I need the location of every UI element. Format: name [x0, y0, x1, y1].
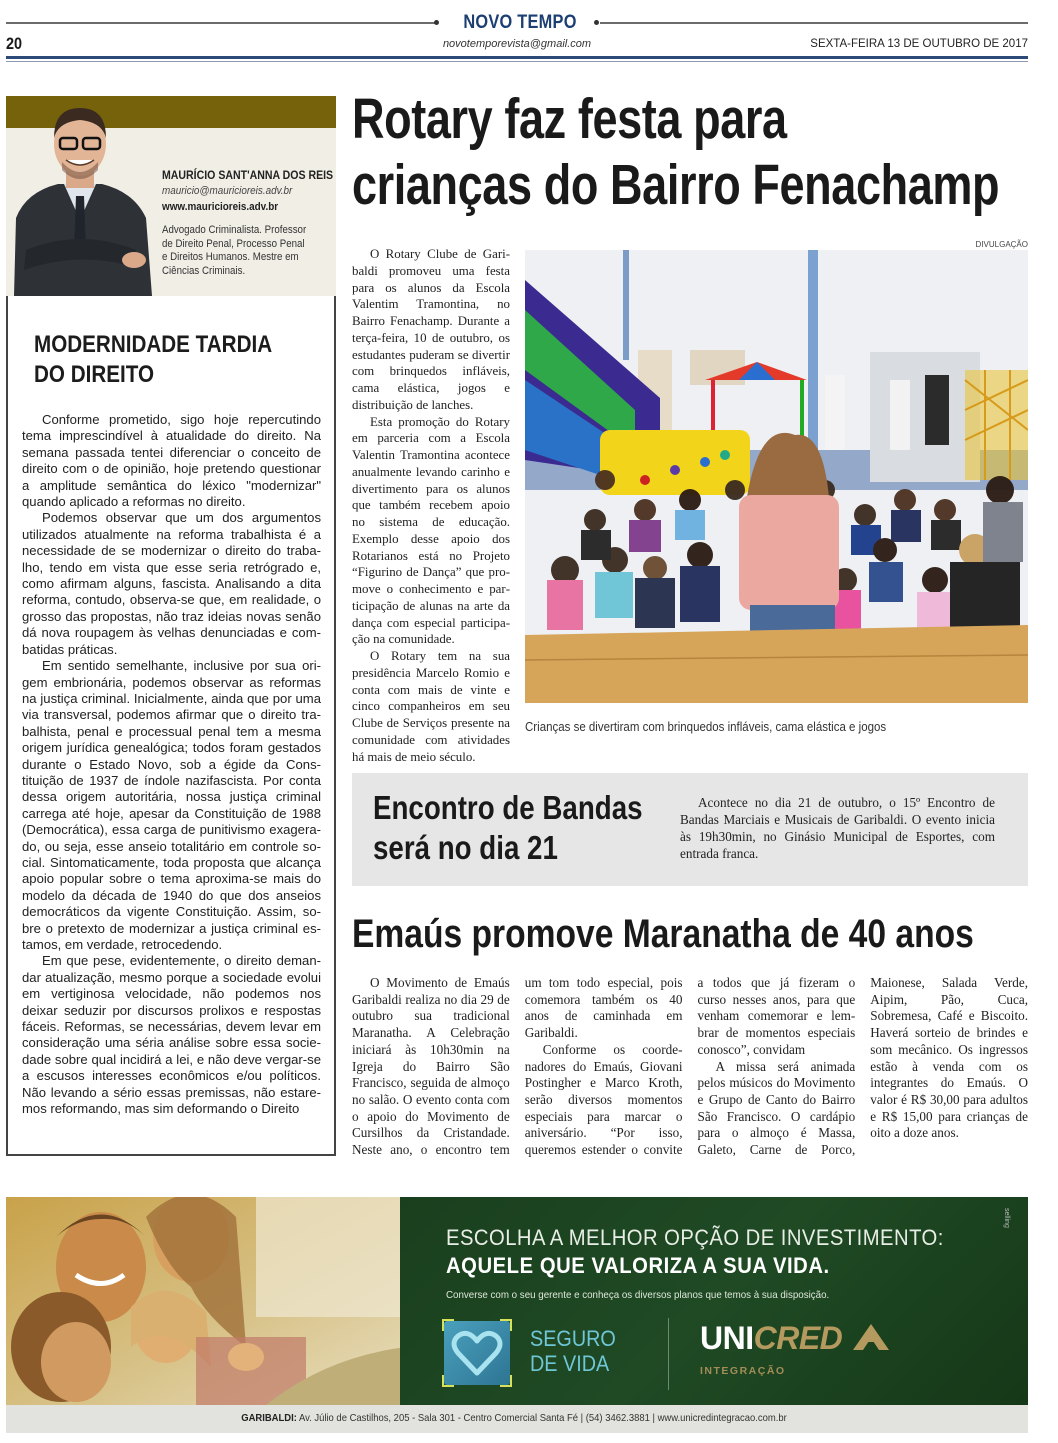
ad-divider	[668, 1318, 669, 1390]
masthead: NOVO TEMPO	[463, 12, 577, 33]
rotary-paragraph: Esta promoção do Rotary em parceria com a Escola Valentin Tramontina acontece anualmente levando carinho e divertimento para os alunos que também recebem apoio no sistema de educação. Exemplo desse apoio dos Rotarianos está no Projeto “Figurino de Dança” que promove o conhecimento e participação de alunas na arte da dança com especial participação na comunidade.	[352, 414, 510, 647]
product-name-line2: DE VIDA	[530, 1351, 610, 1376]
author-website[interactable]: www.mauricioreis.adv.br	[162, 201, 279, 213]
ad-subline: Converse com o seu gerente e conheça os diversos planos que temos à sua disposição.	[446, 1289, 830, 1301]
emaus-body	[352, 975, 1028, 1160]
column-title-line2: DO DIREITO	[34, 361, 155, 388]
unicred-arrow-icon	[851, 1322, 891, 1352]
rotary-event-photo	[525, 250, 1028, 703]
emaus-paragraph: Conforme os coordenadores do Emaús, Giovani Postingher e Marco Kroth, serão diversos momentos especiais para marcar o aniversário. “Por isso, queremos estender o convite a todos que já fizeram o curso nesses anos, para que venham comemorar e lembrar de momentos especiais conosco”, convidam	[524, 975, 856, 1158]
column-paragraph: Em que pese, evidentemente, o direito demandar atualização, mesmo porque a sociedade evolui em vertiginosa velocidade, não podemos nos deixar seduzir por discursos prolixos e respostas fáceis. Reformas, se necessárias, devem levar em consideração uma séria análise sobre essa sociedade sobre qual incidirá a lei, e não deve vergar-se a escusos interesses econômicos e/ou políticos. Não levando a sério essas premissas, não estaremos reformando, mas sim deformando o Direito	[22, 953, 321, 1117]
bandas-headline	[373, 788, 643, 868]
header-rule-right	[600, 22, 1028, 24]
column-title	[34, 330, 272, 390]
header-divider	[6, 56, 1028, 59]
ad-footer-city: GARIBALDI:	[241, 1412, 297, 1424]
rotary-paragraph: O Rotary tem na sua presidência Marcelo Romio e conta com mais de vinte e cinco companheiros em seu Clube de Serviços presente na comunidade com atividades há mais de meio século.	[352, 649, 510, 764]
bandas-body	[680, 794, 995, 862]
author-portrait	[6, 100, 154, 296]
logo-uni: UNI	[700, 1320, 754, 1356]
page-number: 20	[6, 34, 23, 53]
author-bio: Advogado Criminalista. Professor de Direito Penal, Processo Penal e Direitos Humanos. Mestre em Ciências Criminais.	[162, 224, 307, 277]
column-paragraph: Conforme prometido, sigo hoje repercutindo tema imprescindível à atualidade do direito. Na semana passada tentei diferenciar o conceito de direito com o de opinião, hoje pretendo questionar a amplitude semântica do léxico "modernizar" quando aplicado a reformas no direito.	[22, 412, 321, 510]
product-name	[530, 1326, 616, 1376]
header-dot-left	[434, 20, 439, 25]
unicred-logo	[700, 1320, 891, 1357]
photo-caption: Crianças se divertiram com brinquedos infláveis, cama elástica e jogos	[525, 720, 887, 734]
ad-headline-bold: AQUELE QUE VALORIZA A SUA VIDA.	[446, 1253, 830, 1278]
ad-headline: ESCOLHA A MELHOR OPÇÃO DE INVESTIMENTO:	[446, 1225, 944, 1250]
author-email[interactable]: mauricio@mauricioreis.adv.br	[162, 185, 293, 197]
header-dot-right	[594, 20, 599, 25]
emaus-headline: Emaús promove Maranatha de 40 anos	[352, 912, 974, 956]
photo-credit: DIVULGAÇÃO	[975, 240, 1028, 249]
rotary-headline-line2: crianças do Bairro Fenachamp	[352, 153, 1000, 217]
rotary-headline	[352, 86, 999, 218]
column-paragraph: Podemos observar que um dos argumentos utilizados atualmente na reforma trabalhista é a necessidade de se modernizar o direito do trabalho, tendo em vista que esse seria retrógrado e, como afirmam alguns, fascista. Analisando a dita reforma, contudo, observa-se que, em realidade, o grosso das propostas, não traz ideias novas senão dá nova roupagem às velhas denunciadas e combatidas práticas.	[22, 510, 321, 657]
bandas-paragraph: Acontece no dia 21 de outubro, o 15º Encontro de Bandas Marciais e Musicais de Garibaldi. O evento inicia às 19h30min, no Ginásio Municipal de Esportes, com entrada franca.	[680, 795, 995, 861]
ad-footer-text: Av. Júlio de Castilhos, 205 - Sala 301 - Centro Comercial Santa Fé | (54) 3462.3881 | www.unicredintegracao.com.br	[296, 1412, 787, 1424]
header-rule-left	[6, 22, 438, 24]
bandas-headline-line1: Encontro de Bandas	[373, 789, 643, 826]
rotary-paragraph: O Rotary Clube de Garibaldi promoveu uma festa para os alunos da Escola Valentim Tramontina, no Bairro Fenachamp. Durante a terça-feira, 10 de outubro, os estudantes puderam se divertir com brinquedos infláveis, cama elástica, jogos e distribuição de lanches.	[352, 247, 510, 412]
header-divider-thin	[6, 61, 1028, 62]
column-paragraph: Em sentido semelhante, inclusive por sua origem embrionária, podemos observar as reformas na justiça criminal. Inicialmente, ainda que por uma via transversal, podemos afirmar que o direito trabalhista, penal e processual penal tem a mesma origem jurídica genealógica; todos foram gestados durante o Estado Novo, sob a égide da Constituição de 1937 de índole nazifascista. Por conta dessa origem autoritária, nossa justiça criminal carrega até hoje, apesar da Constituição de 1988 (Democrática), essa carga de punitivismo exagerado, ou seja, esse anseio totalitário em controle social. Sintomaticamente, toda proposta que alcança apoio popular sobre o tema aproxima-se mais do modelo da década de 1940 do que dos anseios democráticos da vigente Constituição. Assim, sobre o pretexto de modernizar a justiça criminal estamos, em verdade, retrocedendo.	[22, 658, 321, 952]
header-date: SEXTA-FEIRA 13 DE OUTUBRO DE 2017	[810, 38, 1028, 50]
bandas-headline-line2: será no dia 21	[373, 829, 558, 866]
family-photo	[6, 1197, 406, 1405]
logo-subtitle: INTEGRAÇÃO	[700, 1365, 786, 1377]
agency-tag: selling	[1003, 1208, 1010, 1228]
ad-footer-address	[51, 1412, 976, 1424]
logo-cred: CRED	[753, 1320, 843, 1356]
product-name-line1: SEGURO	[530, 1326, 616, 1351]
author-name: MAURÍCIO SANT'ANNA DOS REIS	[162, 168, 334, 182]
heart-icon	[444, 1321, 510, 1385]
header-email[interactable]: novotemporevista@gmail.com	[442, 38, 592, 50]
emaus-paragraph: O Movimento de Emaús Garibaldi realiza no dia 29 de outubro sua tradicional Maranatha. A Celebração iniciará às 10h30min na Igreja do Bairro São Francisco, seguida de almoço no salão. O evento conta com o apoio do Movimento de Cursilhos da Cristandade. Neste ano, o encontro tem um tom todo especial, pois comemora também os 40 anos de caminhada em Garibaldi.	[352, 975, 683, 1158]
rotary-headline-line1: Rotary faz festa para	[352, 87, 787, 151]
rotary-body	[352, 246, 510, 765]
emaus-paragraph: A missa será animada pelos músicos do Movimento e Grupo de Canto do Bairro São Francisco. O cardápio para o almoço é Massa, Galeto, Carne de Porco, Maionese, Salada Verde, Aipim, Pão, Cuca, Sobremesa, Café e Biscoito. Haverá sorteio de brindes e som mecânico. Os ingressos estão à venda com os integrantes do Emaús. O valor é R$ 30,00 para adultos e R$ 15,00 para crianças de oito a doze anos.	[697, 975, 1028, 1158]
column-title-line1: MODERNIDADE TARDIA	[34, 331, 273, 358]
column-body	[22, 412, 321, 1117]
